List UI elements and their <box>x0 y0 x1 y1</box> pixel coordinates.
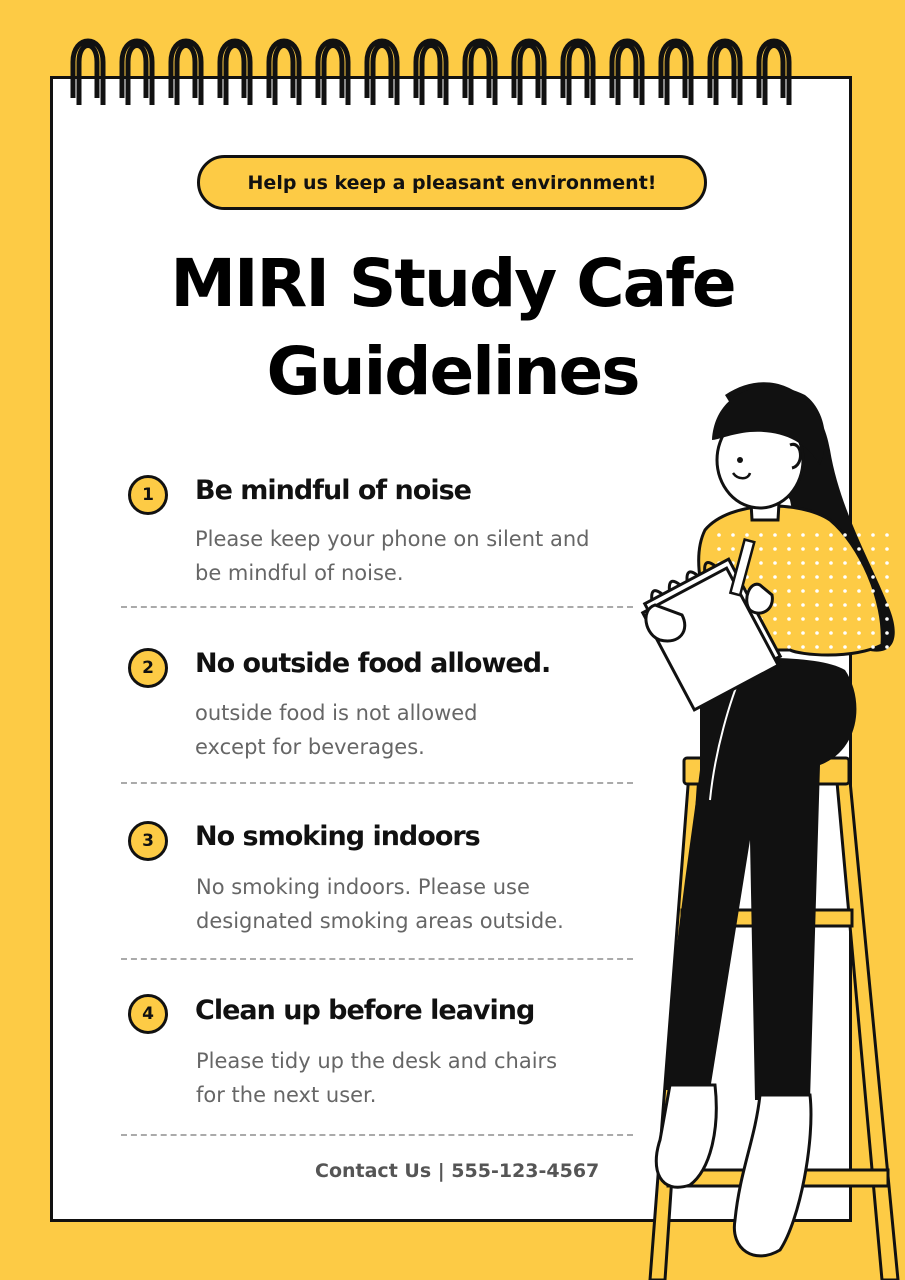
rule-description-line: outside food is not allowed <box>195 701 478 725</box>
rule-number: 2 <box>142 658 154 678</box>
rule-description-line: except for beverages. <box>195 735 425 759</box>
rule-number-badge <box>128 821 168 861</box>
divider <box>121 958 633 960</box>
banner-pill <box>197 155 707 210</box>
rule-number: 3 <box>142 831 154 851</box>
rule-number: 1 <box>142 485 154 505</box>
rule-title: No smoking indoors <box>195 821 480 852</box>
rule-description-line: No smoking indoors. Please use <box>196 875 530 899</box>
rule-title: Clean up before leaving <box>195 995 535 1026</box>
rule-title: No outside food allowed. <box>195 648 551 679</box>
rule-number-badge <box>128 994 168 1034</box>
spiral-binding-icon <box>0 0 905 120</box>
rule-number-badge <box>128 648 168 688</box>
rule-description <box>196 1044 636 1112</box>
divider <box>121 782 633 784</box>
rule-description-line: for the next user. <box>196 1083 377 1107</box>
rule-number-badge <box>128 475 168 515</box>
title-line-1: MIRI Study Cafe <box>170 245 735 322</box>
banner-text: Help us keep a pleasant environment! <box>247 171 657 194</box>
rule-description <box>195 696 635 764</box>
rule-description <box>195 522 635 590</box>
rule-title: Be mindful of noise <box>195 475 471 506</box>
contact-info: Contact Us | 555-123-4567 <box>315 1160 600 1182</box>
woman-writing-illustration-icon <box>620 370 905 1280</box>
divider <box>121 1134 633 1136</box>
divider <box>121 606 633 608</box>
rule-description-line: be mindful of noise. <box>195 561 404 585</box>
rule-description-line: Please tidy up the desk and chairs <box>196 1049 558 1073</box>
rule-description-line: Please keep your phone on silent and <box>195 527 590 551</box>
rule-description <box>196 870 636 938</box>
rule-description-line: designated smoking areas outside. <box>196 909 564 933</box>
title-line-2: Guidelines <box>266 333 639 410</box>
rule-number: 4 <box>142 1004 154 1024</box>
